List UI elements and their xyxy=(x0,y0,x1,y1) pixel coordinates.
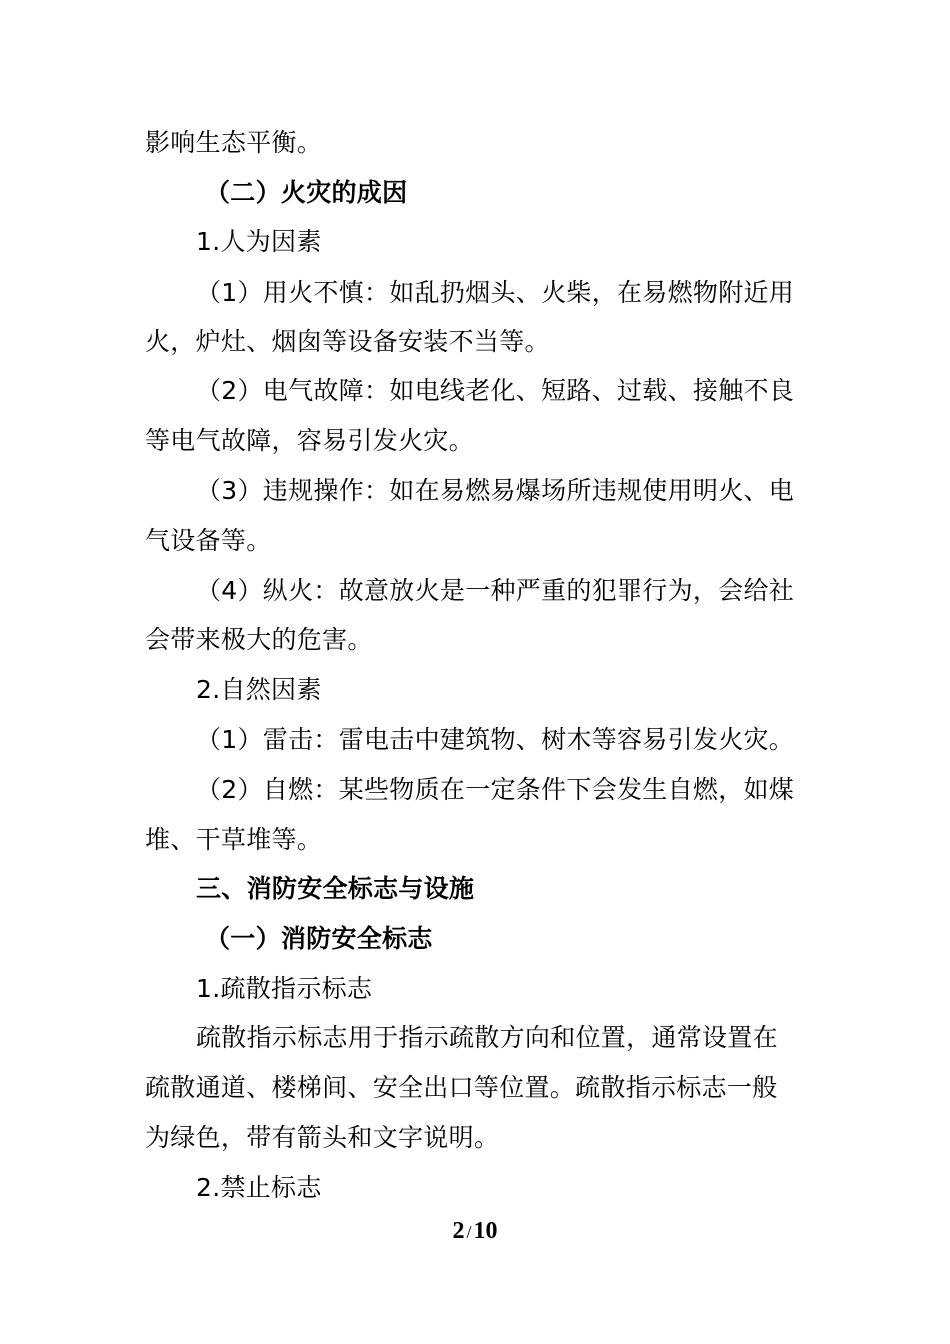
subheading-natural-factors: 2.自然因素 xyxy=(196,675,322,704)
paragraph-line: 疏散通道、楼梯间、安全出口等位置。疏散指示标志一般 xyxy=(145,1073,778,1102)
subheading-evacuation-signs: 1.疏散指示标志 xyxy=(196,974,373,1003)
page-separator: / xyxy=(466,1222,472,1242)
paragraph-line: 为绿色，带有箭头和文字说明。 xyxy=(145,1123,500,1152)
paragraph-line: （1）用火不慎：如乱扔烟头、火柴，在易燃物附近用 xyxy=(196,278,795,307)
section-heading-signs-facilities: 三、消防安全标志与设施 xyxy=(196,874,475,903)
section-heading-fire-causes: （二）火灾的成因 xyxy=(205,178,408,207)
subheading-human-factors: 1.人为因素 xyxy=(196,227,322,256)
page-current: 2 xyxy=(452,1218,465,1244)
paragraph-line: （4）纵火：故意放火是一种严重的犯罪行为，会给社 xyxy=(196,576,795,605)
paragraph-line: （2）电气故障：如电线老化、短路、过载、接触不良 xyxy=(196,376,795,405)
page-total: 10 xyxy=(473,1218,498,1244)
paragraph-line: 疏散指示标志用于指示疏散方向和位置，通常设置在 xyxy=(196,1023,778,1052)
section-heading-safety-signs: （一）消防安全标志 xyxy=(205,924,433,953)
paragraph-line: 影响生态平衡。 xyxy=(145,128,323,157)
paragraph-line: 等电气故障，容易引发火灾。 xyxy=(145,426,474,455)
subheading-prohibition-signs: 2.禁止标志 xyxy=(196,1173,322,1202)
paragraph-line: 火，炉灶、烟囱等设备安装不当等。 xyxy=(145,327,550,356)
paragraph-line: （3）违规操作：如在易燃易爆场所违规使用明火、电 xyxy=(196,476,795,505)
paragraph-line: （1）雷击：雷电击中建筑物、树木等容易引发火灾。 xyxy=(196,725,795,754)
paragraph-line: 气设备等。 xyxy=(145,526,272,555)
page-number xyxy=(0,1216,950,1247)
paragraph-line: 堆、干草堆等。 xyxy=(145,825,323,854)
paragraph-line: （2）自燃：某些物质在一定条件下会发生自燃，如煤 xyxy=(196,775,795,804)
paragraph-line: 会带来极大的危害。 xyxy=(145,625,373,654)
